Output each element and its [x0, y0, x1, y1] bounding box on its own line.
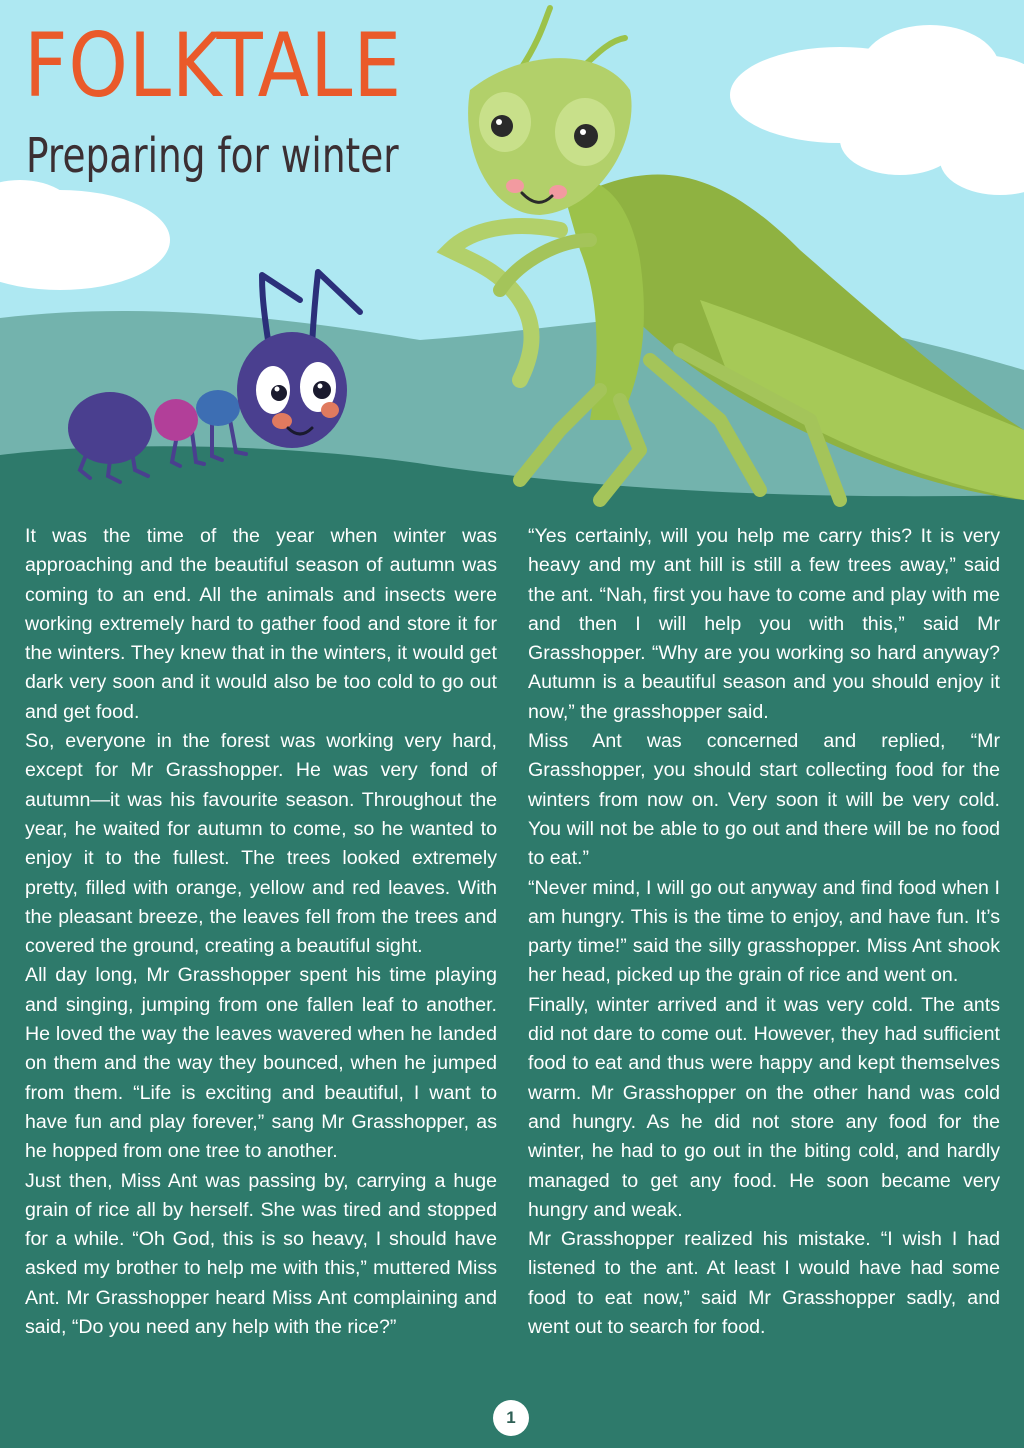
story-paragraph: Mr Grasshopper realized his mistake. “I wish I had listened to the ant. At least I would have had some food to eat now,” said Mr Grasshopper sadly, and went out to search for food. [528, 1228, 1000, 1339]
story-paragraph: “Never mind, I will go out anyway and find food when I am hungry. This is the time to enjoy, and have fun. It’s party time!” said the silly grasshopper. Miss Ant shook her head, picked up the grain of rice and went on. [528, 876, 1000, 987]
page-title: FOLKTALE [24, 14, 403, 117]
page-number: 1 [493, 1400, 529, 1436]
story-paragraph: “Yes certainly, will you help me carry this? It is very heavy and my ant hill is still a few trees away,” said the ant. “Nah, first you have to come and play with me and then I will help you with this,” said Mr Grasshopper. “Why are you working so hard anyway? Autumn is a beautiful season and you should enjoy it now,” the grasshopper said. [528, 525, 1000, 723]
story-column-right [528, 522, 1000, 1342]
story-paragraph: Just then, Miss Ant was passing by, carrying a huge grain of rice all by herself. She was tired and stopped for a while. “Oh God, this is so heavy, I should have asked my brother to help me with this,” muttered Miss Ant. Mr Grasshopper heard Miss Ant complaining and said, “Do you need any help with the rice?” [25, 1169, 497, 1339]
story-column-left [25, 522, 497, 1342]
page-subtitle: Preparing for winter [26, 128, 399, 184]
story-paragraph: Miss Ant was concerned and replied, “Mr Grasshopper, you should start collecting food for the winters from now on. Very soon it will be very cold. You will not be able to go out and there will be no food to eat.” [528, 730, 1000, 870]
story-paragraph: It was the time of the year when winter was approaching and the beautiful season of autumn was coming to an end. All the animals and insects were working extremely hard to gather food and store it for the winters. They knew that in the winters, it would get dark very soon and it would also be too cold to go out and get food. [25, 525, 497, 723]
story-paragraph: All day long, Mr Grasshopper spent his time playing and singing, jumping from one fallen leaf to another. He loved the way the leaves wavered when he landed on them and the way they bounced, when he jumped from them. “Life is exciting and beautiful, I want to have fun and play forever,” sang Mr Grasshopper, as he hopped from one tree to another. [25, 964, 497, 1163]
story-paragraph: So, everyone in the forest was working very hard, except for Mr Grasshopper. He was very fond of autumn—it was his favourite season. Throughout the year, he waited for autumn to come, so he wanted to enjoy it to the fullest. The trees looked extremely pretty, filled with orange, yellow and red leaves. With the pleasant breeze, the leaves fell from the trees and covered the ground, creating a beautiful sight. [25, 730, 497, 958]
story-paragraph: Finally, winter arrived and it was very cold. The ants did not dare to come out. However, they had sufficient food to eat and thus were happy and kept themselves warm. Mr Grasshopper on the other hand was cold and hungry. As he did not store any food for the winter, he had to go out in the biting cold, and hardly managed to get any food. He soon became very hungry and weak. [528, 993, 1000, 1221]
